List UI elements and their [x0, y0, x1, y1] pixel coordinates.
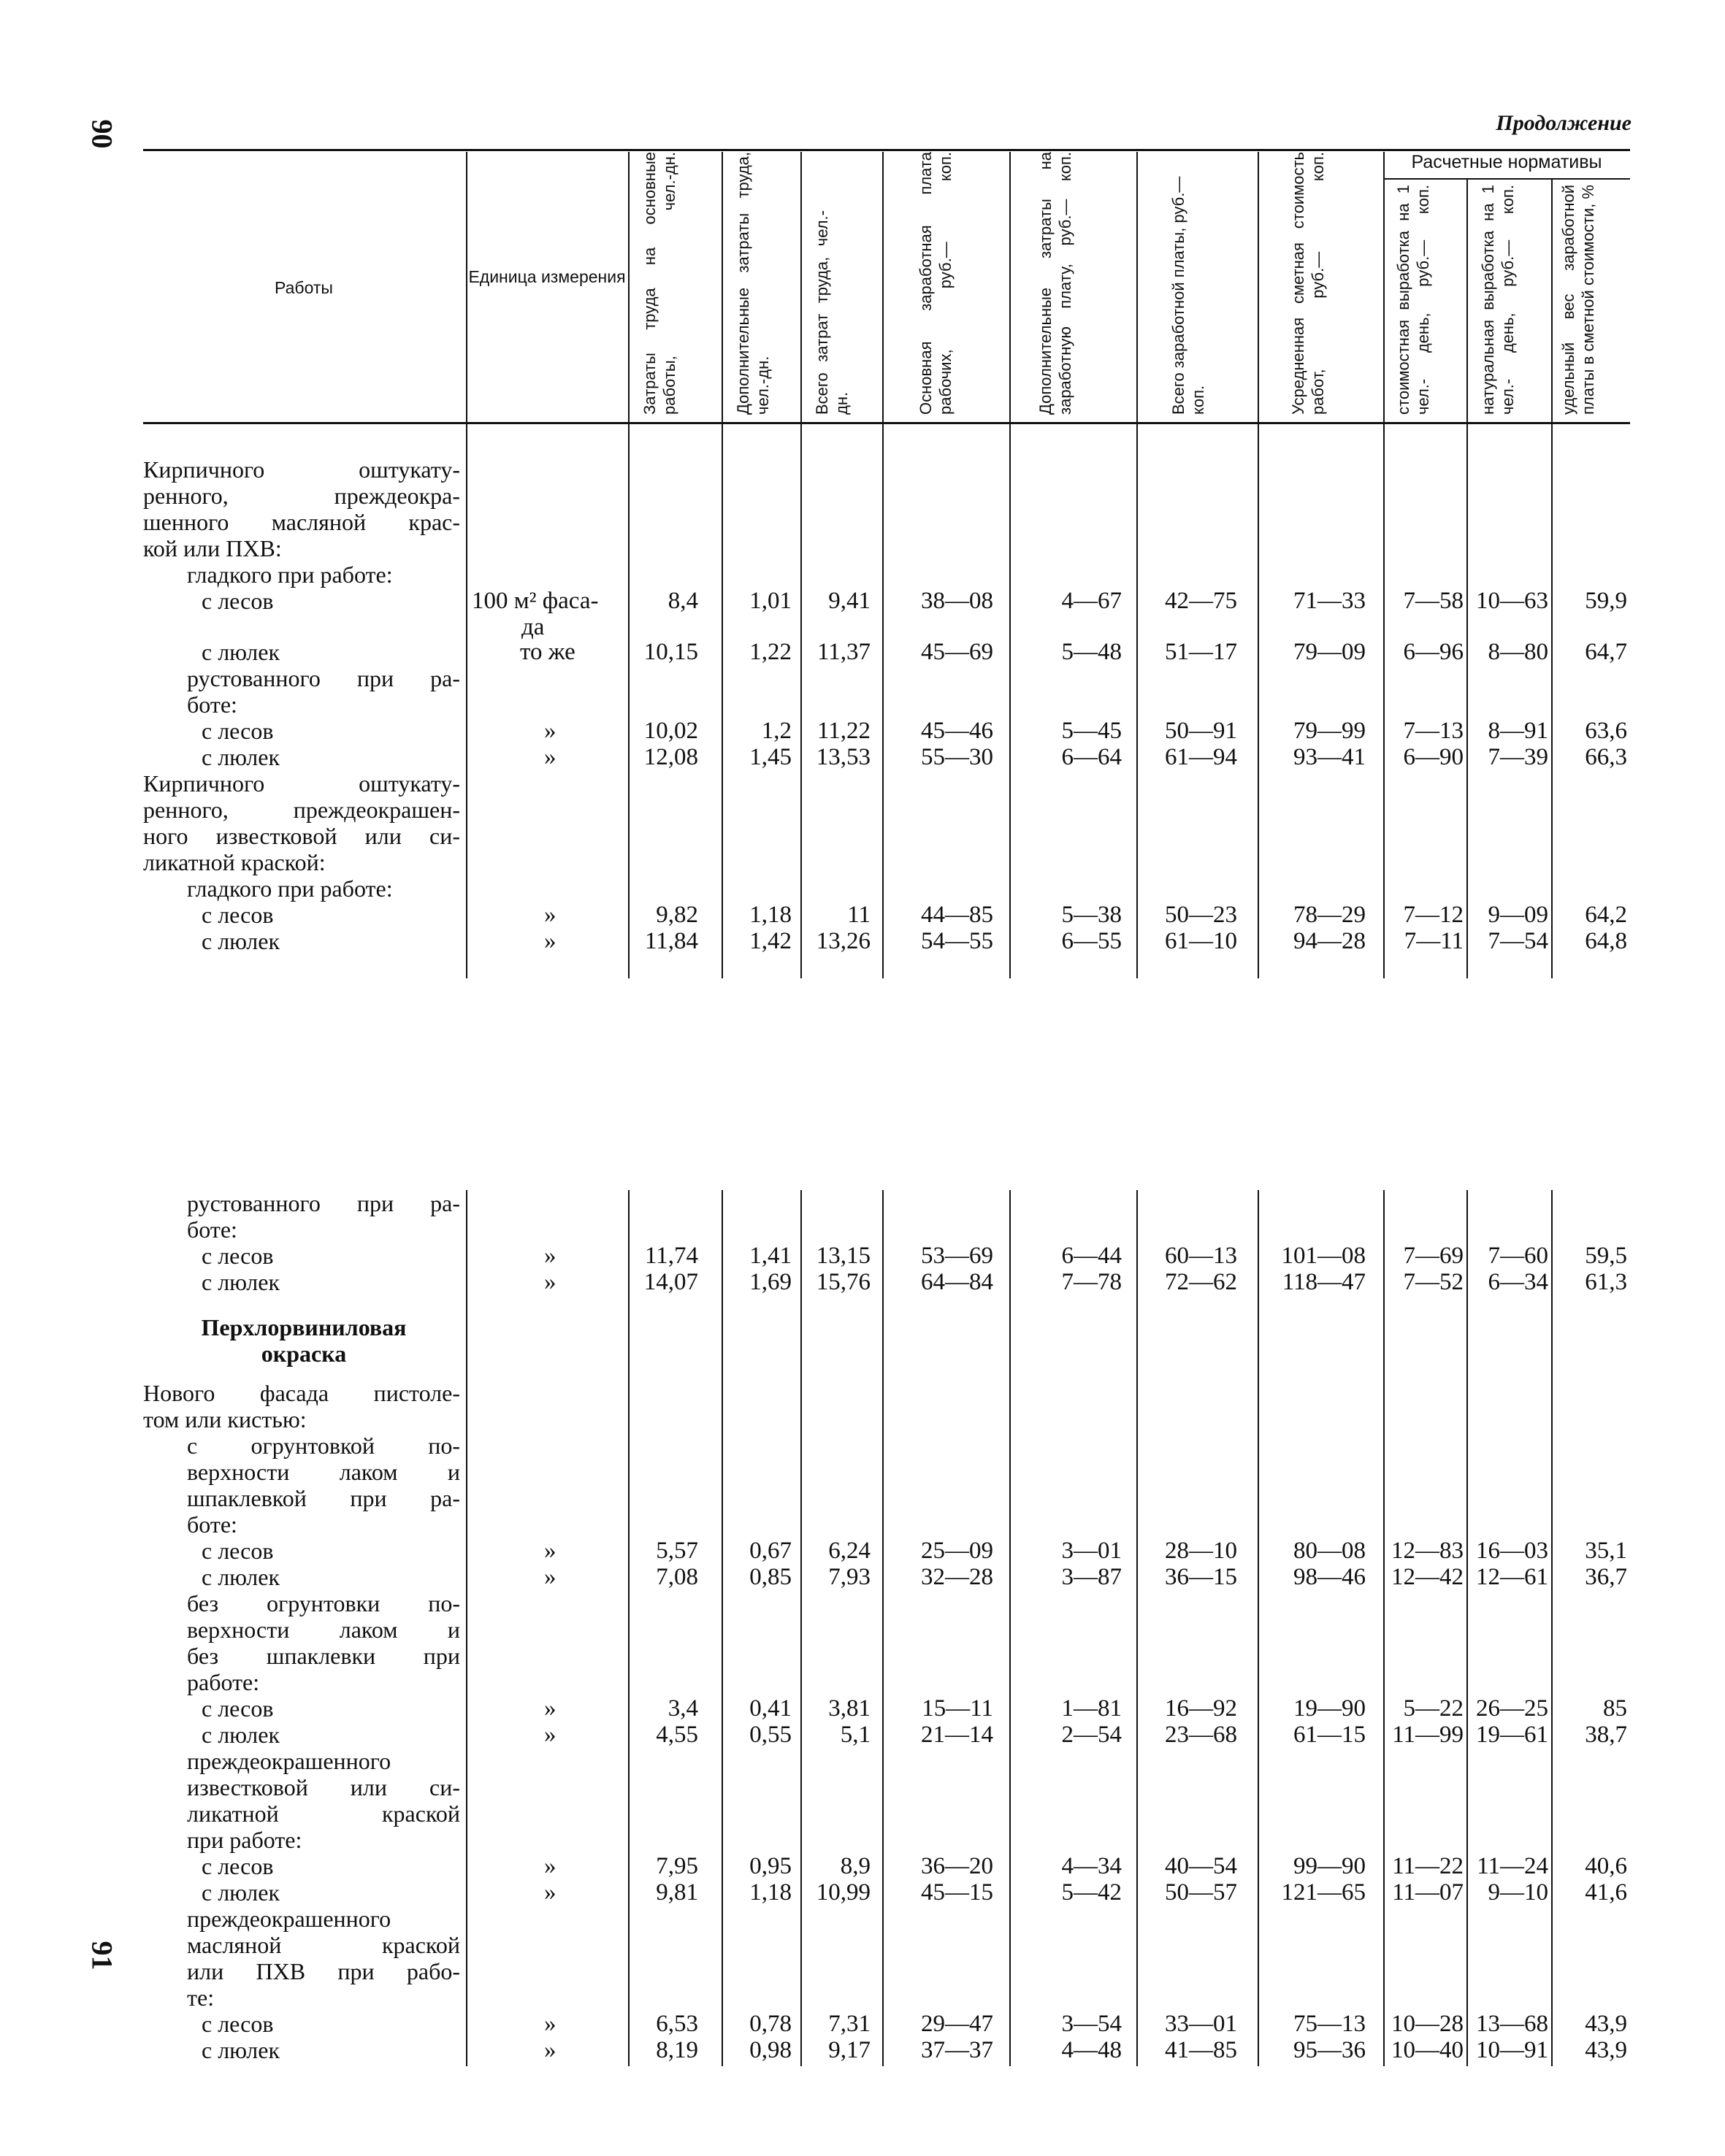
value-cell: 78—29 — [1293, 902, 1366, 928]
column-divider — [722, 1190, 723, 2066]
value-cell: 41—85 — [1165, 2037, 1237, 2063]
value-cell: 5,57 — [656, 1538, 698, 1564]
work-label: преждеокрашенного — [187, 1748, 391, 1774]
column-divider — [1466, 1190, 1468, 2066]
value-cell: 15,76 — [816, 1269, 871, 1295]
value-cell: 0,95 — [749, 1853, 792, 1879]
value-cell: 8—91 — [1488, 718, 1548, 744]
value-cell: 1,2 — [761, 718, 792, 744]
header-col-2: Дополнительные затраты труда, чел.-дн. — [734, 152, 772, 415]
work-label: работе: — [187, 1669, 260, 1695]
work-label: при работе: — [187, 1827, 302, 1853]
value-cell: 1,01 — [749, 588, 792, 614]
value-cell: 6,24 — [828, 1538, 871, 1564]
unit-cell: » — [544, 1538, 556, 1564]
work-label: гладкого при работе: — [187, 875, 393, 902]
work-label: без шпаклевки при — [187, 1643, 460, 1669]
value-cell: 43,9 — [1585, 2011, 1627, 2037]
column-divider — [800, 1190, 802, 2066]
work-label: с лесов — [202, 1538, 274, 1564]
value-cell: 2—54 — [1061, 1722, 1122, 1748]
value-cell: 4,55 — [656, 1722, 698, 1748]
value-cell: 10,99 — [816, 1879, 871, 1906]
value-cell: 5—38 — [1061, 902, 1122, 928]
work-label: преждеокрашенного — [187, 1906, 391, 1932]
value-cell: 33—01 — [1165, 2011, 1237, 2037]
value-cell: 75—13 — [1293, 2011, 1366, 2037]
value-cell: 61—10 — [1165, 928, 1237, 954]
column-divider — [1136, 1190, 1138, 2066]
value-cell: 5—42 — [1061, 1879, 1122, 1906]
value-cell: 6—34 — [1488, 1269, 1548, 1295]
column-divider — [722, 152, 723, 978]
column-divider — [1258, 1190, 1259, 2066]
value-cell: 8,4 — [668, 588, 698, 614]
work-label: с лесов — [202, 588, 274, 614]
value-cell: 3—01 — [1061, 1538, 1122, 1564]
value-cell: 1,42 — [749, 928, 792, 954]
header-col-4: Основная заработная плата рабочих, руб.— коп. — [917, 152, 955, 415]
value-cell: 0,98 — [749, 2037, 792, 2063]
value-cell: 19—61 — [1476, 1722, 1548, 1748]
work-label: с люлек — [202, 928, 280, 954]
work-label: боте: — [187, 1216, 237, 1243]
value-cell: 40—54 — [1165, 1853, 1237, 1879]
value-cell: 8,19 — [656, 2037, 698, 2063]
value-cell: 8—80 — [1488, 639, 1548, 665]
unit-cell: » — [544, 1564, 556, 1590]
value-cell: 19—90 — [1293, 1695, 1366, 1722]
work-label: масляной краской — [187, 1932, 460, 1958]
value-cell: 45—15 — [921, 1879, 993, 1906]
value-cell: 10—63 — [1476, 588, 1548, 614]
work-label: без огрунтовки по- — [187, 1590, 460, 1616]
work-label: рустованного при ра- — [187, 1190, 460, 1216]
work-label: с лесов — [202, 1243, 274, 1269]
work-label: с лесов — [202, 902, 274, 928]
value-cell: 9—10 — [1488, 1879, 1548, 1906]
value-cell: 1,45 — [749, 744, 792, 770]
value-cell: 11—24 — [1477, 1853, 1548, 1879]
unit-cell: » — [544, 1695, 556, 1722]
value-cell: 93—41 — [1293, 744, 1366, 770]
value-cell: 11 — [847, 902, 871, 928]
column-divider — [882, 152, 884, 978]
value-cell: 38,7 — [1585, 1722, 1627, 1748]
unit-cell: » — [544, 718, 556, 744]
unit-cell: » — [544, 1269, 556, 1295]
work-label: с лесов — [202, 2011, 274, 2037]
value-cell: 1,69 — [749, 1269, 792, 1295]
value-cell: 0,55 — [749, 1722, 792, 1748]
column-divider — [628, 1190, 630, 2066]
value-cell: 10—91 — [1476, 2037, 1548, 2063]
value-cell: 7,31 — [828, 2011, 871, 2037]
value-cell: 12—61 — [1476, 1564, 1548, 1590]
value-cell: 7,93 — [828, 1564, 871, 1590]
header-col-5: Дополнительные затраты на заработную плату, руб.— коп. — [1036, 152, 1074, 415]
work-label: с лесов — [202, 1853, 274, 1879]
work-label: ликатной краской: — [143, 849, 326, 875]
value-cell: 16—03 — [1476, 1538, 1548, 1564]
work-label: ренного, преждеокрашен- — [143, 797, 460, 823]
work-label: шенного масляной крас- — [143, 509, 460, 535]
value-cell: 10—28 — [1391, 2011, 1464, 2037]
value-cell: 36,7 — [1585, 1564, 1627, 1590]
value-cell: 94—28 — [1293, 928, 1366, 954]
value-cell: 11—22 — [1392, 1853, 1464, 1879]
column-divider — [800, 152, 802, 978]
page-number-top: 90 — [85, 119, 119, 149]
value-cell: 3,4 — [668, 1695, 698, 1722]
value-cell: 7—11 — [1404, 928, 1464, 954]
header-col-10: удельный вес заработной платы в сметной стоимости, % — [1559, 185, 1597, 415]
value-cell: 4—67 — [1061, 588, 1122, 614]
value-cell: 98—46 — [1293, 1564, 1366, 1590]
value-cell: 9—09 — [1488, 902, 1548, 928]
column-divider — [628, 152, 630, 978]
unit-cell: » — [544, 1879, 556, 1906]
unit-cell: » — [544, 1243, 556, 1269]
value-cell: 5,1 — [840, 1722, 871, 1748]
value-cell: 11,74 — [644, 1243, 698, 1269]
value-cell: 51—17 — [1165, 639, 1237, 665]
group-header-rule — [1383, 178, 1630, 180]
value-cell: 1,18 — [749, 902, 792, 928]
value-cell: 13,15 — [816, 1243, 871, 1269]
value-cell: 7—12 — [1403, 902, 1464, 928]
value-cell: 54—55 — [921, 928, 993, 954]
column-divider — [466, 1190, 467, 2066]
column-divider — [1551, 178, 1553, 978]
unit-cell: » — [544, 1722, 556, 1748]
value-cell: 16—92 — [1165, 1695, 1237, 1722]
value-cell: 12—42 — [1391, 1564, 1464, 1590]
value-cell: 61—15 — [1293, 1722, 1366, 1748]
value-cell: 64,7 — [1585, 639, 1627, 665]
value-cell: 12—83 — [1391, 1538, 1464, 1564]
column-divider — [1009, 1190, 1011, 2066]
unit-cell: » — [544, 928, 556, 954]
work-label: с люлек — [202, 744, 280, 770]
value-cell: 60—13 — [1165, 1243, 1237, 1269]
value-cell: 29—47 — [921, 2011, 993, 2037]
work-label: Нового фасада пистоле- — [143, 1380, 460, 1406]
value-cell: 42—75 — [1165, 588, 1237, 614]
value-cell: 5—48 — [1061, 639, 1122, 665]
work-label: с люлек — [202, 1269, 280, 1295]
value-cell: 85 — [1603, 1695, 1627, 1722]
work-label: верхности лаком и — [187, 1616, 460, 1643]
header-bottom-rule — [143, 422, 1630, 424]
work-label: шпаклевкой при ра- — [187, 1485, 460, 1511]
value-cell: 6—90 — [1403, 744, 1464, 770]
value-cell: 13,53 — [816, 744, 871, 770]
value-cell: 1,18 — [749, 1879, 792, 1906]
column-divider — [1258, 152, 1259, 978]
value-cell: 11,84 — [644, 928, 698, 954]
column-divider — [1383, 1190, 1385, 2066]
value-cell: 95—36 — [1293, 2037, 1366, 2063]
header-group: Расчетные нормативы — [1411, 152, 1602, 172]
value-cell: 7—60 — [1488, 1243, 1548, 1269]
work-label: гладкого при работе: — [187, 561, 393, 588]
work-label: с люлек — [202, 639, 280, 665]
value-cell: 3,81 — [828, 1695, 871, 1722]
value-cell: 61—94 — [1165, 744, 1237, 770]
value-cell: 6—44 — [1061, 1243, 1122, 1269]
value-cell: 50—57 — [1165, 1879, 1237, 1906]
value-cell: 11—07 — [1392, 1879, 1464, 1906]
value-cell: 66,3 — [1585, 744, 1627, 770]
value-cell: 99—90 — [1293, 1853, 1366, 1879]
work-label: боте: — [187, 1511, 237, 1538]
value-cell: 7,95 — [656, 1853, 698, 1879]
work-label: с люлек — [202, 2037, 280, 2063]
work-label: боте: — [187, 691, 237, 718]
header-col-3: Всего затрат труда, чел.-дн. — [813, 210, 851, 415]
value-cell: 15—11 — [922, 1695, 993, 1722]
work-label: с люлек — [202, 1564, 280, 1590]
value-cell: 3—87 — [1061, 1564, 1122, 1590]
value-cell: 40,6 — [1585, 1853, 1627, 1879]
value-cell: 64,2 — [1585, 902, 1627, 928]
value-cell: 1—81 — [1061, 1695, 1122, 1722]
header-unit: Единица измерения — [468, 267, 626, 286]
work-label: ного известковой или си- — [143, 823, 460, 849]
value-cell: 10,15 — [643, 639, 698, 665]
work-label: с лесов — [202, 718, 274, 744]
value-cell: 12,08 — [643, 744, 698, 770]
value-cell: 7—52 — [1403, 1269, 1464, 1295]
header-col-1: Затраты труда на основные работы, чел.-дн. — [640, 152, 678, 415]
value-cell: 38—08 — [921, 588, 993, 614]
unit-cell: 100 м² фаса- — [472, 588, 599, 614]
work-label: или ПХВ при рабо- — [187, 1958, 460, 1984]
unit-cell: » — [544, 902, 556, 928]
column-divider — [1466, 178, 1468, 978]
column-divider — [882, 1190, 884, 2066]
value-cell: 41,6 — [1585, 1879, 1627, 1906]
value-cell: 44—85 — [921, 902, 993, 928]
value-cell: 7,08 — [656, 1564, 698, 1590]
value-cell: 10—40 — [1391, 2037, 1464, 2063]
value-cell: 7—39 — [1488, 744, 1548, 770]
value-cell: 6—96 — [1403, 639, 1464, 665]
header-col-9: натуральная выработка на 1 чел.- день, руб.— коп. — [1479, 185, 1517, 415]
column-divider — [1551, 1190, 1553, 2066]
value-cell: 13—68 — [1476, 2011, 1548, 2037]
value-cell: 64,8 — [1585, 928, 1627, 954]
continuation-label: Продолжение — [1496, 111, 1632, 135]
value-cell: 3—54 — [1061, 2011, 1122, 2037]
value-cell: 5—22 — [1403, 1695, 1464, 1722]
value-cell: 0,41 — [749, 1695, 792, 1722]
work-label: рустованного при ра- — [187, 665, 460, 691]
value-cell: 61,3 — [1585, 1269, 1627, 1295]
value-cell: 71—33 — [1293, 588, 1366, 614]
value-cell: 50—91 — [1165, 718, 1237, 744]
work-label: известковой или си- — [187, 1774, 460, 1800]
work-label: кой или ПХВ: — [143, 535, 282, 561]
value-cell: 36—20 — [921, 1853, 993, 1879]
table-top-rule — [143, 149, 1630, 151]
work-label: Кирпичного оштукату- — [143, 770, 460, 797]
unit-cell: » — [544, 2037, 556, 2063]
value-cell: 64—84 — [921, 1269, 993, 1295]
value-cell: 79—09 — [1293, 639, 1366, 665]
value-cell: 1,41 — [749, 1243, 792, 1269]
value-cell: 7—54 — [1488, 928, 1548, 954]
value-cell: 9,41 — [828, 588, 871, 614]
value-cell: 79—99 — [1293, 718, 1366, 744]
value-cell: 0,85 — [749, 1564, 792, 1590]
work-label: ренного, преждеокра- — [143, 483, 460, 509]
value-cell: 11—99 — [1392, 1722, 1464, 1748]
value-cell: 37—37 — [921, 2037, 993, 2063]
section-heading: окраска — [261, 1340, 347, 1367]
header-col-8: стоимостная выработка на 1 чел.- день, руб.— коп. — [1394, 185, 1432, 415]
value-cell: 118—47 — [1282, 1269, 1366, 1295]
value-cell: 7—58 — [1403, 588, 1464, 614]
page-number-bottom: 91 — [85, 1941, 119, 1971]
value-cell: 6—55 — [1061, 928, 1122, 954]
work-label: Кирпичного оштукату- — [143, 456, 460, 483]
value-cell: 21—14 — [921, 1722, 993, 1748]
value-cell: 1,22 — [749, 639, 792, 665]
work-label: верхности лаком и — [187, 1459, 460, 1485]
value-cell: 5—45 — [1061, 718, 1122, 744]
value-cell: 9,17 — [828, 2037, 871, 2063]
work-label: с лесов — [202, 1695, 274, 1722]
value-cell: 26—25 — [1476, 1695, 1548, 1722]
value-cell: 59,5 — [1585, 1243, 1627, 1269]
unit-cell-continued: да — [521, 614, 545, 640]
value-cell: 13,26 — [816, 928, 871, 954]
value-cell: 45—69 — [921, 639, 993, 665]
value-cell: 28—10 — [1165, 1538, 1237, 1564]
value-cell: 59,9 — [1585, 588, 1627, 614]
value-cell: 43,9 — [1585, 2037, 1627, 2063]
value-cell: 7—69 — [1403, 1243, 1464, 1269]
value-cell: 6—64 — [1061, 744, 1122, 770]
value-cell: 11,37 — [816, 639, 871, 665]
value-cell: 121—65 — [1281, 1879, 1366, 1906]
value-cell: 9,82 — [656, 902, 698, 928]
value-cell: 25—09 — [921, 1538, 993, 1564]
work-label: с люлек — [202, 1722, 280, 1748]
header-works: Работы — [275, 278, 333, 297]
value-cell: 80—08 — [1293, 1538, 1366, 1564]
unit-cell: » — [544, 744, 556, 770]
value-cell: 23—68 — [1165, 1722, 1237, 1748]
work-label: ликатной краской — [187, 1800, 460, 1827]
value-cell: 8,9 — [840, 1853, 871, 1879]
value-cell: 10,02 — [643, 718, 698, 744]
value-cell: 101—08 — [1281, 1243, 1366, 1269]
column-divider — [1136, 152, 1138, 978]
value-cell: 7—13 — [1403, 718, 1464, 744]
value-cell: 50—23 — [1165, 902, 1237, 928]
column-divider — [1383, 152, 1385, 978]
work-label: те: — [187, 1984, 215, 2011]
work-label: с люлек — [202, 1879, 280, 1906]
value-cell: 32—28 — [921, 1564, 993, 1590]
value-cell: 7—78 — [1061, 1269, 1122, 1295]
unit-cell: » — [544, 2011, 556, 2037]
value-cell: 0,67 — [749, 1538, 792, 1564]
value-cell: 9,81 — [656, 1879, 698, 1906]
value-cell: 55—30 — [921, 744, 993, 770]
work-label: том или кистью: — [143, 1406, 307, 1432]
section-heading: Перхлорвиниловая — [201, 1314, 407, 1340]
value-cell: 0,78 — [749, 2011, 792, 2037]
value-cell: 35,1 — [1585, 1538, 1627, 1564]
unit-cell: » — [544, 1853, 556, 1879]
value-cell: 36—15 — [1165, 1564, 1237, 1590]
value-cell: 11,22 — [816, 718, 871, 744]
unit-cell: то же — [520, 639, 575, 665]
work-label: с огрунтовкой по- — [187, 1432, 460, 1459]
value-cell: 63,6 — [1585, 718, 1627, 744]
value-cell: 4—48 — [1061, 2037, 1122, 2063]
value-cell: 6,53 — [656, 2011, 698, 2037]
header-col-7: Усредненная сметная стоимость работ, руб.— коп. — [1289, 152, 1327, 415]
column-divider — [1009, 152, 1011, 978]
value-cell: 45—46 — [921, 718, 993, 744]
header-col-6: Всего заработной платы, руб.— коп. — [1169, 176, 1207, 415]
value-cell: 14,07 — [643, 1269, 698, 1295]
value-cell: 4—34 — [1061, 1853, 1122, 1879]
value-cell: 72—62 — [1165, 1269, 1237, 1295]
value-cell: 53—69 — [921, 1243, 993, 1269]
